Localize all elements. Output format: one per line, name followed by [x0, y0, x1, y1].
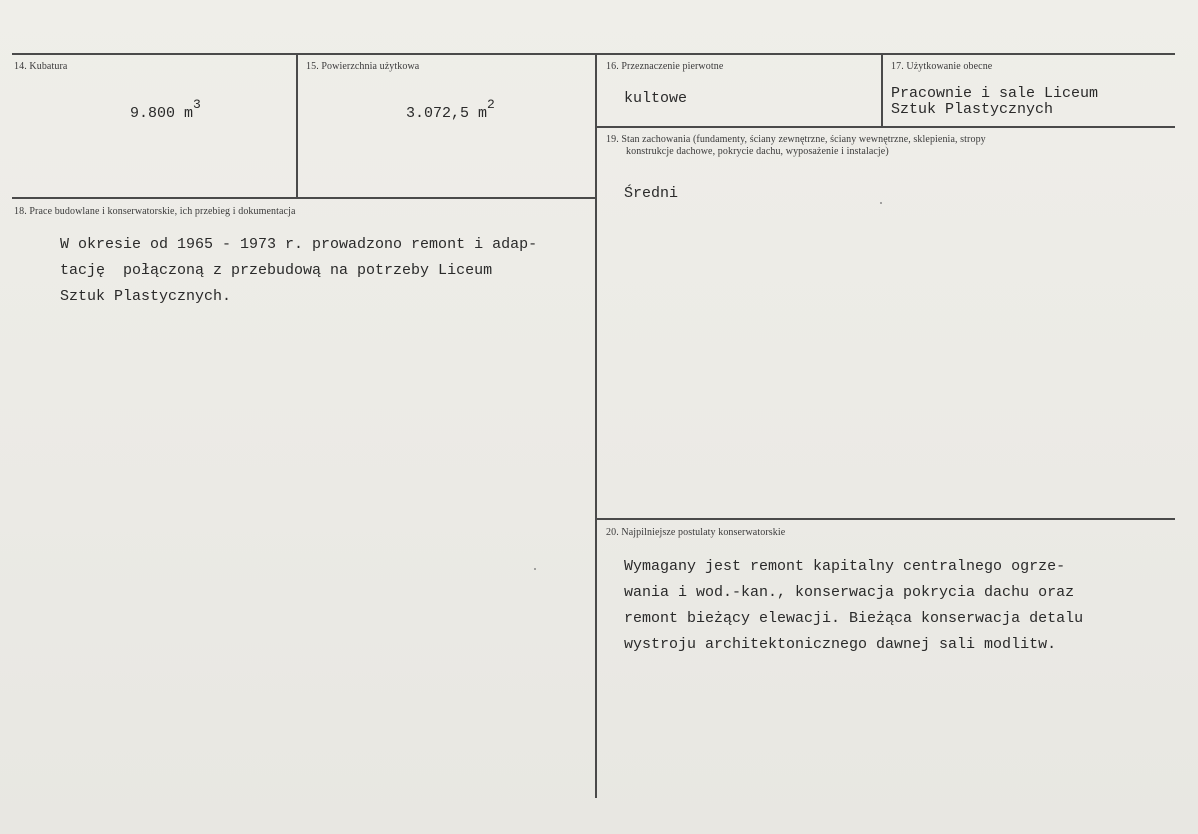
field-20-line-4: wystroju architektonicznego dawnej sali modlitw. [624, 636, 1057, 653]
field-15-label: 15. Powierzchnia użytkowa [306, 61, 420, 72]
field-16-value: kultowe [624, 90, 688, 107]
field-17-label: 17. Użytkowanie obecne [891, 61, 993, 72]
field-19-label-line-1: 19. Stan zachowania (fundamenty, ściany zewnętrzne, ściany wewnętrzne, sklepienia, stropy [606, 134, 986, 145]
rule-under-14-15 [12, 197, 596, 199]
field-19-value: Średni [624, 185, 679, 202]
field-16-label: 16. Przeznaczenie pierwotne [606, 61, 724, 72]
field-19-label-line-2: konstrukcje dachowe, pokrycie dachu, wyposażenie i instalacje) [626, 146, 889, 157]
paper-speck [880, 202, 882, 204]
rule-under-16-17 [597, 126, 1175, 128]
field-18-label: 18. Prace budowlane i konserwatorskie, ich przebieg i dokumentacja [14, 206, 296, 217]
field-17-line-1: Pracownie i sale Liceum [891, 85, 1099, 102]
volume-exponent: 3 [193, 97, 201, 112]
field-20-line-3: remont bieżący elewacji. Bieżąca konserwacja detalu [624, 610, 1084, 627]
field-17-line-2: Sztuk Plastycznych [891, 101, 1054, 118]
area-value: 3.072,5 m [406, 105, 488, 122]
field-15-value [406, 97, 495, 122]
area-exponent: 2 [487, 97, 495, 112]
divider-16-17 [881, 53, 883, 127]
field-14-value [130, 97, 201, 122]
field-20-line-2: wania i wod.-kan., konserwacja pokrycia dachu oraz [624, 584, 1075, 601]
paper-speck [534, 568, 536, 570]
divider-14-15 [296, 53, 298, 198]
volume-value: 9.800 m [130, 105, 194, 122]
field-18-line-3: Sztuk Plastycznych. [60, 288, 232, 305]
rule-above-20 [597, 518, 1175, 520]
field-14-label: 14. Kubatura [14, 61, 68, 72]
field-18-line-2: tację połączoną z przebudową na potrzeby Liceum [60, 262, 493, 279]
field-18-line-1: W okresie od 1965 - 1973 r. prowadzono remont i adap- [60, 236, 538, 253]
field-20-line-1: Wymagany jest remont kapitalny centralnego ogrze- [624, 558, 1066, 575]
top-rule [12, 53, 1175, 55]
field-20-label: 20. Najpilniejsze postulaty konserwatorskie [606, 527, 786, 538]
center-divider [595, 53, 597, 798]
